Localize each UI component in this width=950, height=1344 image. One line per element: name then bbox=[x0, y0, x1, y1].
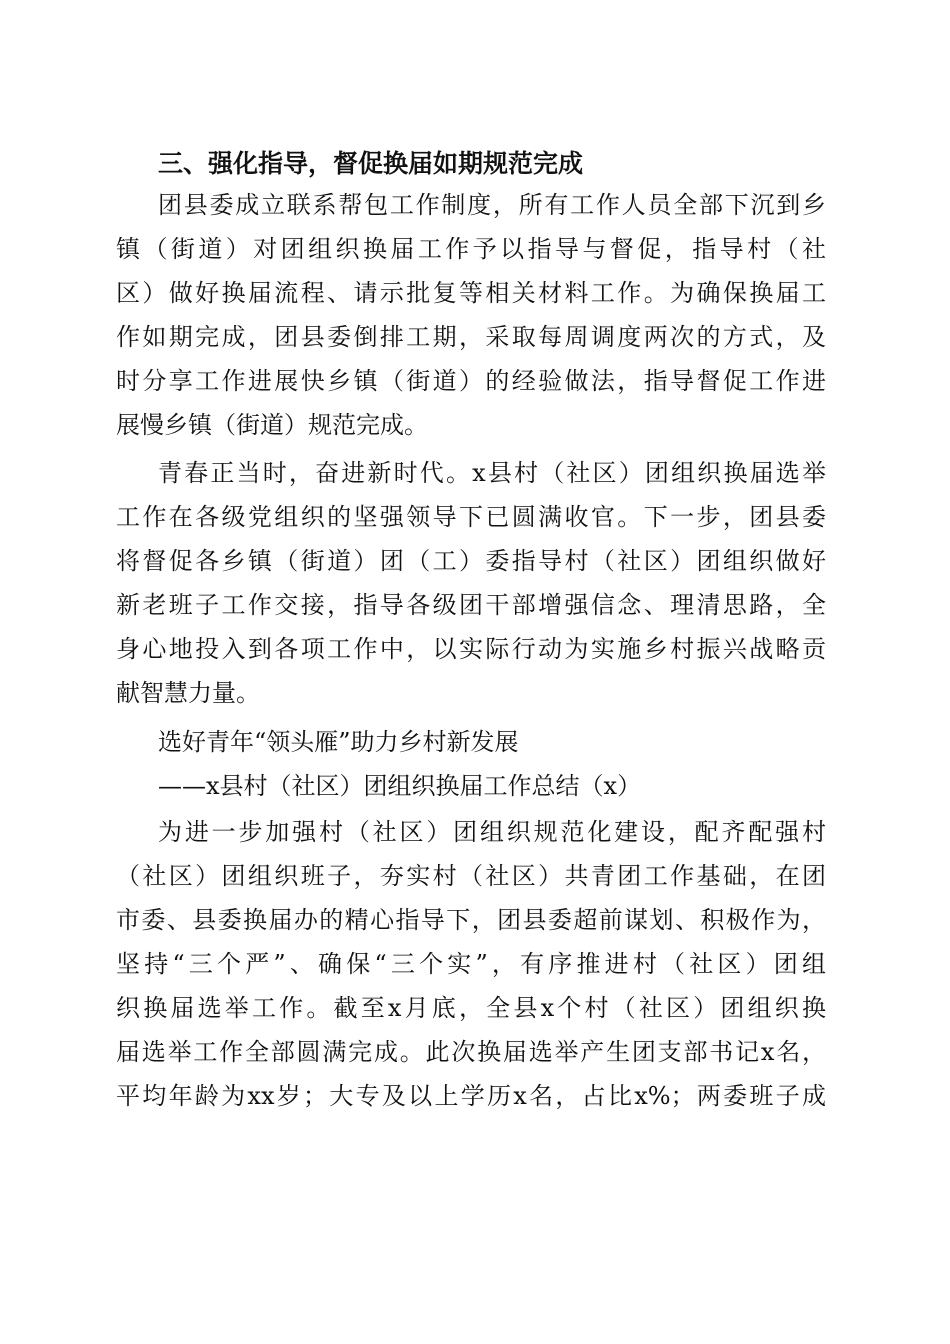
paragraph-line: 平均年龄为xx岁；大专及以上学历x名，占比x%；两委班子成 bbox=[116, 1082, 826, 1110]
paragraph-line: 坚持“三个严”、确保“三个实”，有序推进村（社区）团组 bbox=[116, 950, 826, 978]
paragraph-line: 身心地投入到各项工作中，以实际行动为实施乡村振兴战略贡 bbox=[116, 635, 826, 663]
article-subtitle: ——x县村（社区）团组织换届工作总结（x） bbox=[158, 772, 642, 800]
paragraph-line: 市委、县委换届办的精心指导下，团县委超前谋划、积极作为， bbox=[116, 906, 826, 934]
paragraph-line: 织换届选举工作。截至x月底，全县x个村（社区）团组织换 bbox=[116, 994, 826, 1022]
section-heading: 三、强化指导，督促换届如期规范完成 bbox=[158, 149, 584, 178]
paragraph-line: （社区）团组织班子，夯实村（社区）共青团工作基础，在团 bbox=[116, 862, 826, 890]
paragraph-line: 展慢乡镇（街道）规范完成。 bbox=[116, 411, 428, 439]
paragraph-line: 为进一步加强村（社区）团组织规范化建设，配齐配强村 bbox=[158, 818, 826, 846]
paragraph-line: 将督促各乡镇（街道）团（工）委指导村（社区）团组织做好 bbox=[116, 547, 826, 575]
paragraph-line: 青春正当时，奋进新时代。x县村（社区）团组织换届选举 bbox=[158, 459, 826, 487]
paragraph-line: 镇（街道）对团组织换届工作予以指导与督促，指导村（社 bbox=[116, 235, 826, 263]
paragraph-line: 届选举工作全部圆满完成。此次换届选举产生团支部书记x名， bbox=[116, 1038, 826, 1066]
paragraph-line: 区）做好换届流程、请示批复等相关材料工作。为确保换届工 bbox=[116, 279, 826, 307]
article-title: 选好青年“领头雁”助力乡村新发展 bbox=[158, 728, 519, 756]
paragraph-line: 作如期完成，团县委倒排工期，采取每周调度两次的方式，及 bbox=[116, 323, 826, 351]
paragraph-line: 工作在各级党组织的坚强领导下已圆满收官。下一步，团县委 bbox=[116, 503, 826, 531]
paragraph-line: 团县委成立联系帮包工作制度，所有工作人员全部下沉到乡 bbox=[158, 191, 826, 219]
paragraph-line: 献智慧力量。 bbox=[116, 679, 260, 707]
paragraph-line: 新老班子工作交接，指导各级团干部增强信念、理清思路，全 bbox=[116, 591, 826, 619]
paragraph-line: 时分享工作进展快乡镇（街道）的经验做法，指导督促工作进 bbox=[116, 367, 826, 395]
